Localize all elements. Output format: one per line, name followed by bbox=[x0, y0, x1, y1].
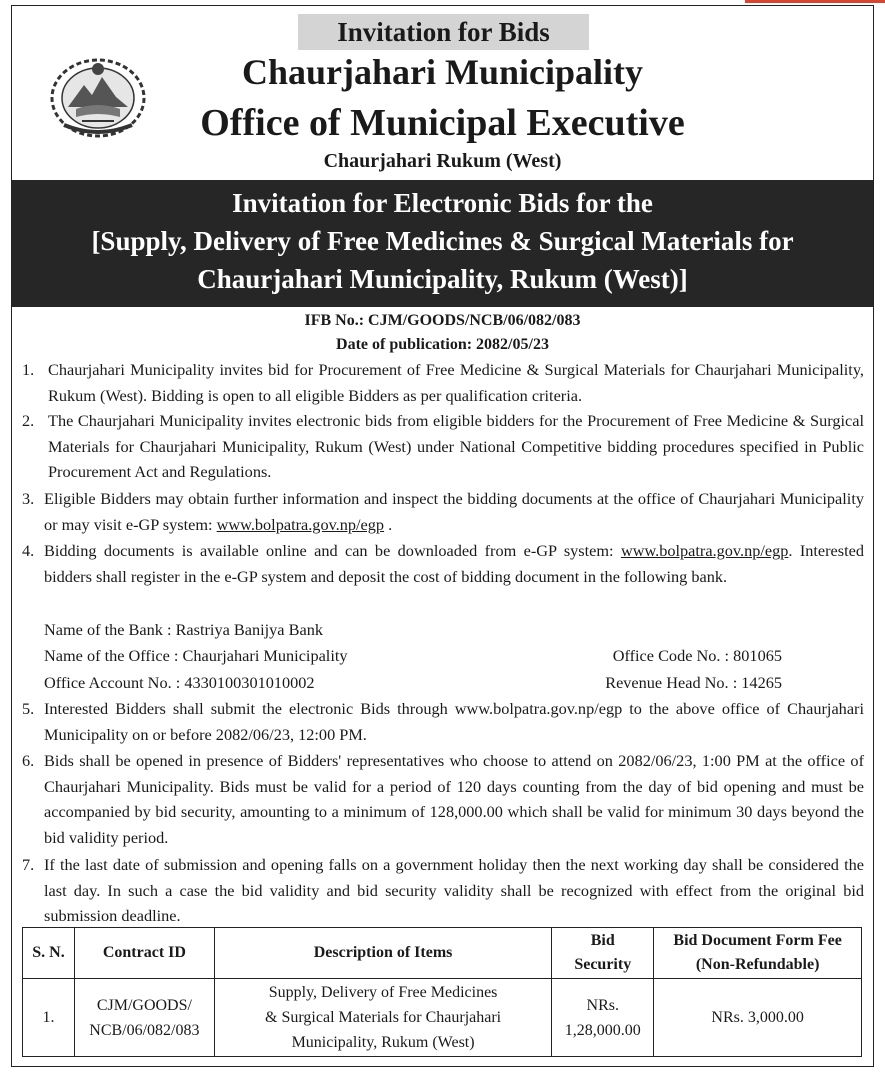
top-accent-bar bbox=[745, 0, 885, 3]
banner-line-2: [Supply, Delivery of Free Medicines & Surgical Materials for bbox=[91, 226, 794, 256]
ifb-number: IFB No.: CJM/GOODS/NCB/06/082/083 bbox=[304, 312, 581, 329]
clause-7-text: If the last date of submission and opening falls on a government holiday then the next working day shall be considered the last day. In such a case the bid validity and bid security validity shall be recognized with effect from the original bid submission deadline. bbox=[44, 855, 864, 925]
banner-line-1: Invitation for Electronic Bids for the bbox=[232, 188, 653, 218]
office-code: Office Code No. : 801065 bbox=[612, 646, 782, 665]
header-bid-security-line-1: Bid bbox=[590, 932, 615, 949]
office-location: Chaurjahari Rukum (West) bbox=[323, 150, 562, 172]
clause-3-text bbox=[44, 486, 864, 537]
row-contract-id-line-1: CJM/GOODS/ bbox=[96, 996, 192, 1014]
row-contract-id-line-2: NCB/06/082/083 bbox=[89, 1021, 200, 1039]
header-bid-security-line-2: Security bbox=[574, 956, 632, 973]
clause-4-number: 4. bbox=[22, 541, 35, 560]
badge-invitation-for-bids: Invitation for Bids bbox=[298, 14, 589, 50]
row-description bbox=[214, 979, 551, 1057]
clause-2-text: The Chaurjahari Municipality invites electronic bids from eligible bidders for the Procurement of Free Medicine & Surgical Materials for Chaurjahari Municipality, Rukum (West) under National Competitive bidding procedures specified in Public Procurement Act and Regulations. bbox=[48, 411, 864, 481]
header-document-fee-line-1: Bid Document Form Fee bbox=[673, 932, 842, 949]
header-document-fee bbox=[654, 928, 862, 979]
revenue-head-number: Revenue Head No. : 14265 bbox=[605, 673, 782, 692]
clause-1-number: 1. bbox=[22, 360, 35, 379]
clause-6-text: Bids shall be opened in presence of Bidders' representatives who choose to attend on 2082/06/23, 1:00 PM at the office of Chaurjahari Municipality. Bids must be valid for a period of 120 days counting from the day of bid opening and must be accompanied by bid security, amounting to a minimum of 128,000.00 which shall be valid for minimum 30 days beyond the bid validity period. bbox=[44, 751, 864, 847]
bank-name: Name of the Bank : Rastriya Banijya Bank bbox=[44, 620, 323, 639]
table-row bbox=[23, 979, 862, 1057]
clause-6-number: 6. bbox=[22, 751, 35, 770]
banner-line-3: Chaurjahari Municipality, Rukum (West)] bbox=[197, 264, 688, 294]
row-document-fee: NRs. 3,000.00 bbox=[654, 979, 862, 1057]
header-bid-security bbox=[552, 928, 654, 979]
invitation-title-banner bbox=[12, 180, 873, 307]
clause-5-text: Interested Bidders shall submit the electronic Bids through www.bolpatra.gov.np/egp to the above office of Chaurjahari Municipality on or before 2082/06/23, 12:00 PM. bbox=[44, 699, 864, 744]
table-header-row bbox=[23, 928, 862, 979]
header-contract-id: Contract ID bbox=[74, 928, 214, 979]
clause-3-text-after: . bbox=[384, 514, 393, 534]
clause-1-text: Chaurjahari Municipality invites bid for Procurement of Free Medicine & Surgical Materials for Chaurjahari Municipality, Rukum (West). Bidding is open to all eligible Bidders as per qualification criteria. bbox=[48, 360, 864, 405]
row-contract-id bbox=[74, 979, 214, 1057]
row-sn: 1. bbox=[23, 979, 75, 1057]
clause-2-number: 2. bbox=[22, 411, 35, 430]
bid-details-table bbox=[22, 927, 862, 1057]
header-description: Description of Items bbox=[214, 928, 551, 979]
publication-date: Date of publication: 2082/05/23 bbox=[336, 336, 549, 353]
clause-4-text-before: Bidding documents is available online and can be downloaded from e-GP system: bbox=[44, 541, 621, 560]
egp-link[interactable]: www.bolpatra.gov.np/egp bbox=[216, 514, 385, 534]
clause-3-text-before: Eligible Bidders may obtain further information and inspect the bidding documents at the office of Chaurjahari Municipality or may visit e-GP system: bbox=[44, 489, 864, 534]
row-description-line-3: Municipality, Rukum (West) bbox=[291, 1034, 475, 1051]
row-bid-security-line-1: NRs. bbox=[586, 996, 619, 1014]
clause-4-text bbox=[44, 538, 864, 589]
egp-link-download[interactable]: www.bolpatra.gov.np/egp bbox=[620, 541, 789, 560]
clause-7-number: 7. bbox=[22, 855, 35, 874]
clause-4-text-after: . Interested bidders shall register in the e-GP system and deposit the cost of bidding document in the following bank. bbox=[44, 541, 865, 586]
row-bid-security bbox=[552, 979, 654, 1057]
row-description-line-1: Supply, Delivery of Free Medicines bbox=[268, 984, 498, 1001]
office-account-number: Office Account No. : 4330100301010002 bbox=[44, 673, 315, 692]
office-name: Office of Municipal Executive bbox=[200, 102, 685, 144]
clause-3-number: 3. bbox=[22, 489, 35, 508]
bank-office-name: Name of the Office : Chaurjahari Municipality bbox=[44, 646, 348, 665]
clause-5-number: 5. bbox=[22, 699, 35, 718]
municipality-name: Chaurjahari Municipality bbox=[241, 52, 644, 92]
header-document-fee-line-2: (Non-Refundable) bbox=[695, 956, 820, 973]
header-sn: S. N. bbox=[23, 928, 75, 979]
row-description-line-2: & Surgical Materials for Chaurjahari bbox=[265, 1009, 502, 1026]
nepal-government-emblem-icon bbox=[46, 55, 150, 141]
row-bid-security-line-2: 1,28,000.00 bbox=[564, 1021, 641, 1039]
